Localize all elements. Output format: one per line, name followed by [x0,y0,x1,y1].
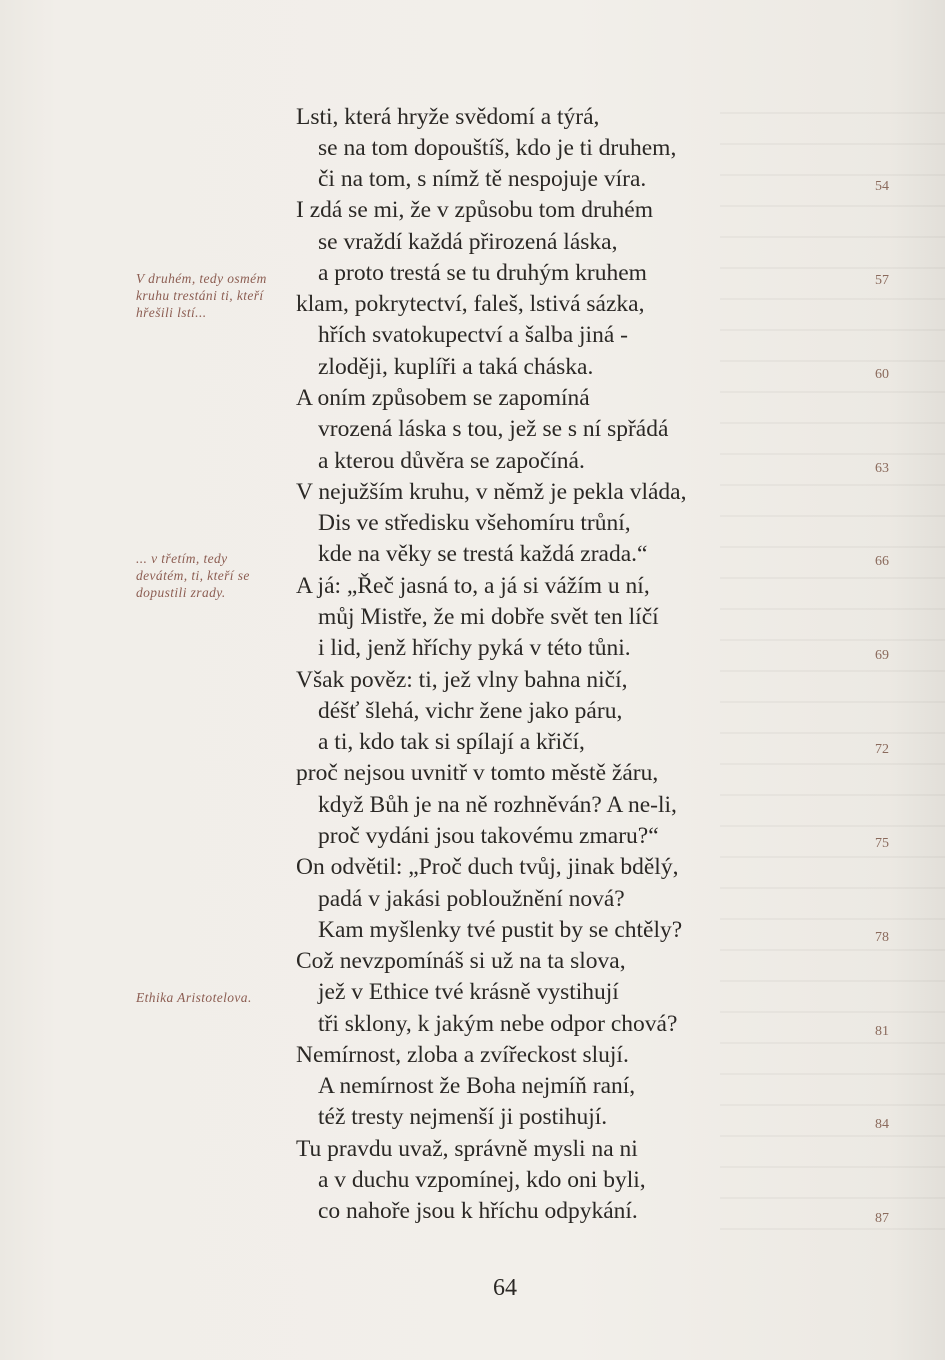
line-number: 57 [875,273,889,288]
verse-line: Však pověz: ti, jež vlny bahna ničí, [296,667,628,693]
verse-line: když Bůh je na ně rozhněván? A ne-li, [318,792,677,818]
verse-line: I zdá se mi, že v způsobu tom druhém [296,197,653,223]
line-number: 81 [875,1024,889,1039]
verse-line: co nahoře jsou k hříchu odpykání. [318,1198,638,1224]
verse-line: a proto trestá se tu druhým kruhem [318,260,647,286]
verse-line: a v duchu vzpomínej, kdo oni byli, [318,1167,646,1193]
verse-line: proč nejsou uvnitř v tomto městě žáru, [296,760,659,786]
line-number: 78 [875,930,889,945]
verse-line: V nejužším kruhu, v němž je pekla vláda, [296,479,687,505]
line-number: 63 [875,461,889,476]
margin-gloss: ... v třetím, tedy devátém, ti, kteří se dopustili zrady. [136,551,250,600]
verse-line: vrozená láska s tou, jež se s ní spřádá [318,416,669,442]
verse-line: též tresty nejmenší ji postihují. [318,1104,608,1130]
page-number: 64 [493,1275,517,1301]
line-number: 87 [875,1211,889,1226]
verse-line: Tu pravdu uvaž, správně mysli na ni [296,1136,638,1162]
verse-line: zloději, kuplíři a taká cháska. [318,354,594,380]
line-number: 66 [875,554,889,569]
verse-line: klam, pokrytectví, faleš, lstivá sázka, [296,291,645,317]
verse-line: Dis ve středisku všehomíru trůní, [318,510,631,536]
verse-line: Kam myšlenky tvé pustit by se chtěly? [318,917,683,943]
margin-gloss: V druhém, tedy osmém kruhu trestáni ti, kteří hřešili lstí... [136,271,267,320]
verse-line: padá v jakási pobloužnění nová? [318,886,625,912]
margin-gloss: Ethika Aristotelova. [136,990,252,1005]
verse-line: proč vydáni jsou takovému zmaru?“ [318,823,659,849]
verse-line: Lsti, která hryže svědomí a týrá, [296,104,600,130]
verse-line: hřích svatokupectví a šalba jiná - [318,322,628,348]
verse-line: se vraždí každá přirozená láska, [318,229,618,255]
verse-line: kde na věky se trestá každá zrada.“ [318,541,648,567]
verse-line: či na tom, s nímž tě nespojuje víra. [318,166,647,192]
verse-line: déšť šlehá, vichr žene jako páru, [318,698,623,724]
line-number: 69 [875,648,889,663]
verse-line: a ti, kdo tak si spílají a křičí, [318,729,585,755]
line-number: 60 [875,367,889,382]
line-number: 54 [875,179,889,194]
line-number: 84 [875,1117,889,1132]
verse-line: se na tom dopouštíš, kdo je ti druhem, [318,135,677,161]
verse-line: A oním způsobem se zapomíná [296,385,590,411]
verse-line: jež v Ethice tvé krásně vystihují [318,979,619,1005]
verse-line: i lid, jenž hříchy pyká v této tůni. [318,635,631,661]
verse-line: A nemírnost že Boha nejmíň raní, [318,1073,636,1099]
line-number: 72 [875,742,889,757]
verse-line: On odvětil: „Proč duch tvůj, jinak bdělý, [296,854,679,880]
verse-line: Což nevzpomínáš si už na ta slova, [296,948,626,974]
verse-line: Nemírnost, zloba a zvířeckost slují. [296,1042,629,1068]
verse-line: můj Mistře, že mi dobře svět ten líčí [318,604,659,630]
verse-line: tři sklony, k jakým nebe odpor chová? [318,1011,678,1037]
verse-line: a kterou důvěra se započíná. [318,448,585,474]
verse-line: A já: „Řeč jasná to, a já si vážím u ní, [296,573,650,599]
line-number: 75 [875,836,889,851]
